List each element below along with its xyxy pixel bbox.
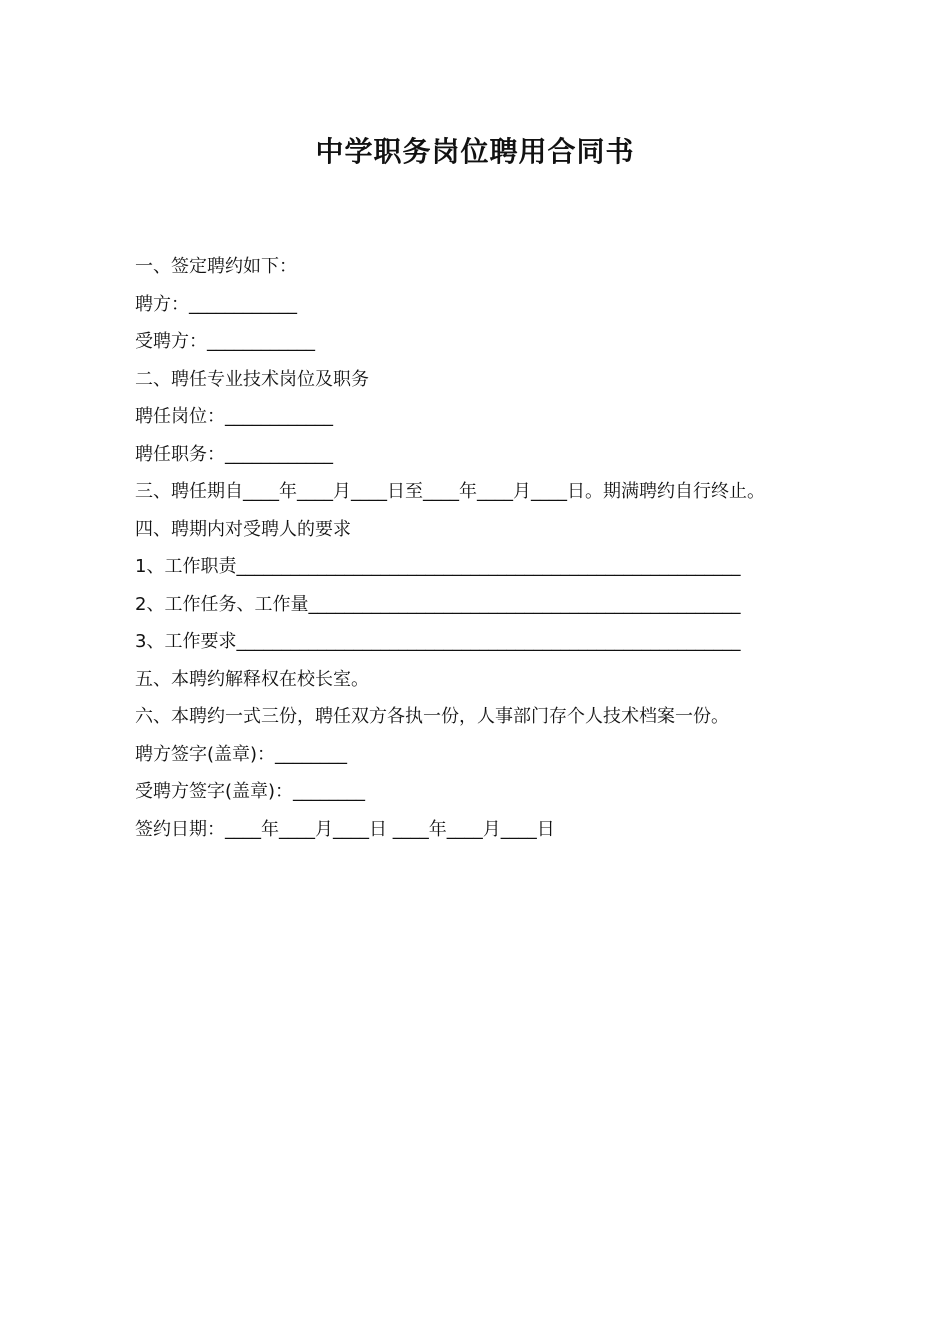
duties-field: 1、工作职责________________________________________________________ [135,556,741,577]
section-2-heading: 二、聘任专业技术岗位及职务 [135,368,369,390]
employer-signature-field: 聘方签字(盖章)：________ [135,743,348,765]
position-field: 聘任岗位：____________ [135,406,333,427]
workload-field: 2、工作任务、工作量________________________________________________ [135,593,741,615]
section-1-heading: 一、签定聘约如下： [135,256,297,277]
section-5-clause: 五、本聘约解释权在校长室。 [135,668,369,690]
employer-field: 聘方：____________ [135,293,297,315]
section-6-clause: 六、本聘约一式三份，聘任双方各执一份，人事部门存个人技术档案一份。 [135,706,729,727]
document-body [135,248,835,848]
job-title-field: 聘任职务：____________ [135,443,333,465]
section-4-heading: 四、聘期内对受聘人的要求 [135,518,351,540]
signing-date-field: 签约日期：____年____月____日 ____年____月____日 [135,818,555,840]
employee-signature-field: 受聘方签字(盖章)：________ [135,781,366,802]
term-period-line: 三、聘任期自____年____月____日至____年____月____日。期满聘约自行终止。 [135,481,765,502]
document-title: 中学职务岗位聘用合同书 [315,135,635,168]
employee-field: 受聘方：____________ [135,331,315,352]
requirements-field: 3、工作要求________________________________________________________ [135,631,741,652]
